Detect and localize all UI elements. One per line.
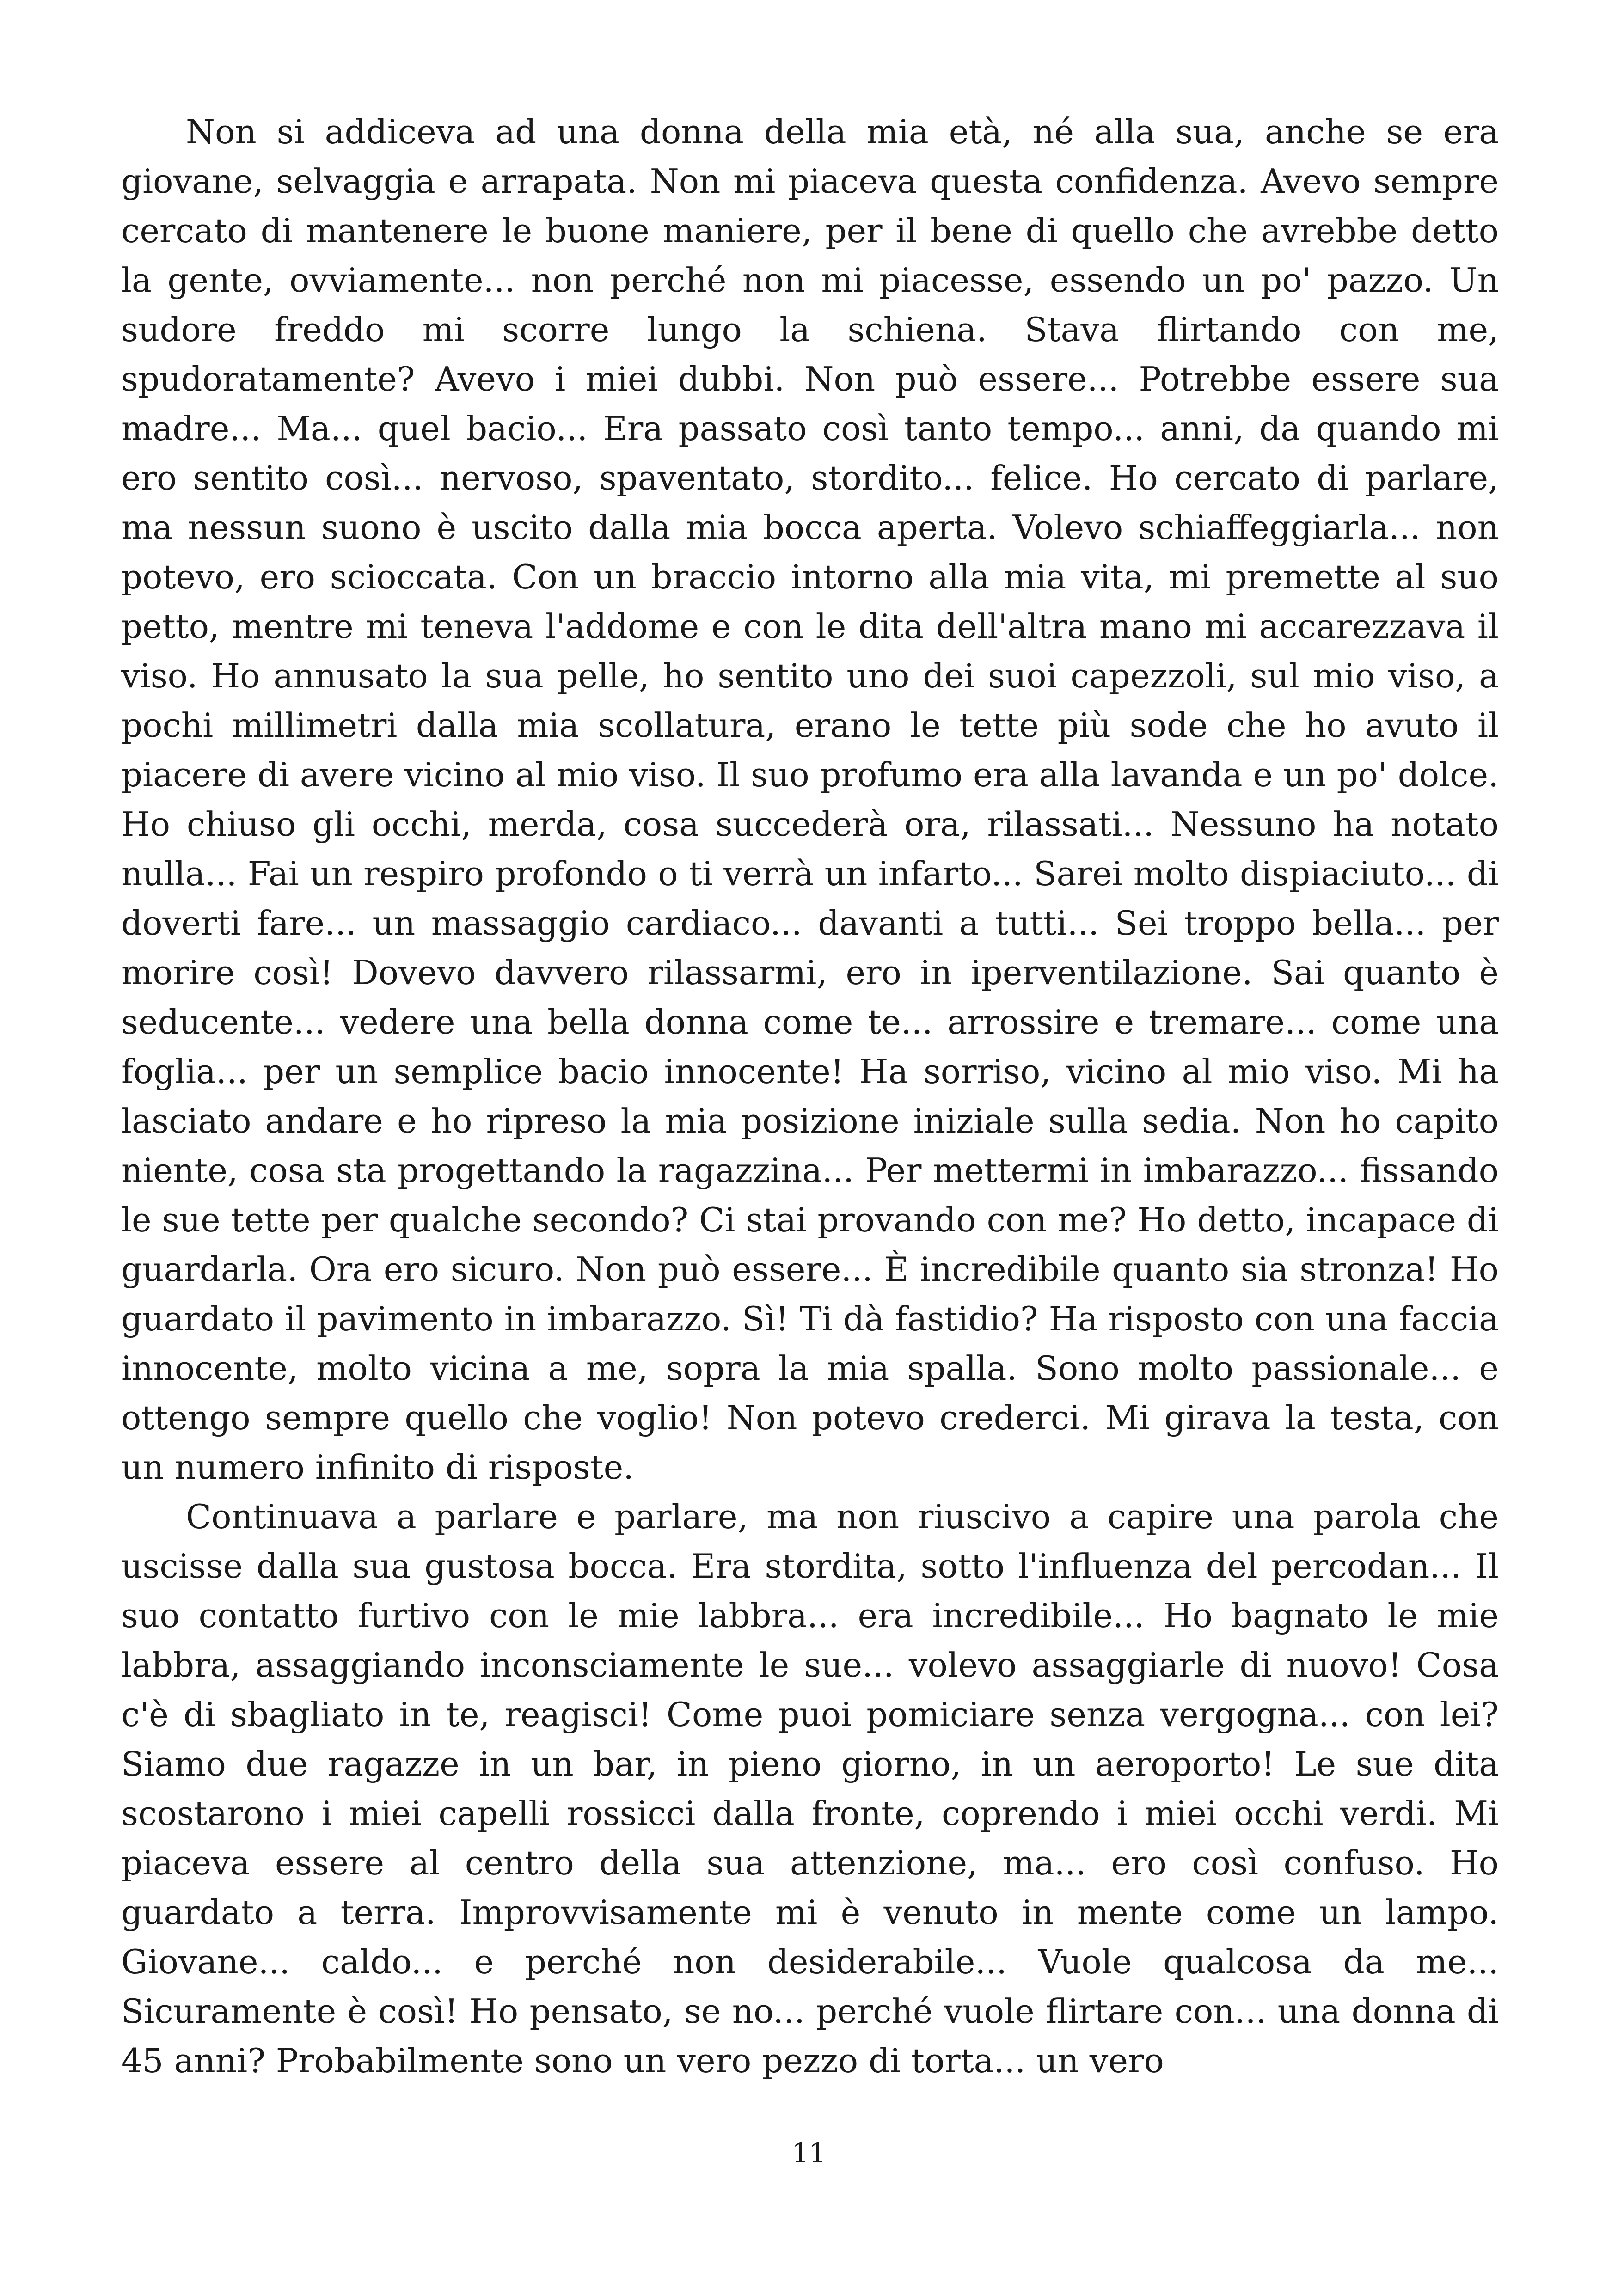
- paragraph-1: Non si addiceva ad una donna della mia età, né alla sua, anche se era giovane, selvaggia e arrapata. Non mi piaceva questa confidenza. Avevo sempre cercato di mantenere le buone maniere, per il bene di quello che avrebbe detto la gente, ovviamente... non perché non mi piacesse, essendo un po' pazzo. Un sudore freddo mi scorre lungo la schiena. Stava flirtando con me, spudoratamente? Avevo i miei dubbi. Non può essere... Potrebbe essere sua madre... Ma... quel bacio... Era passato così tanto tempo... anni, da quando mi ero sentito così... nervoso, spaventato, stordito... felice. Ho cercato di parlare, ma nessun suono è uscito dalla mia bocca aperta. Volevo schiaffeggiarla... non potevo, ero scioccata. Con un braccio intorno alla mia vita, mi premette al suo petto, mentre mi teneva l'addome e con le dita dell'altra mano mi accarezzava il viso. Ho annusato la sua pelle, ho sentito uno dei suoi capezzoli, sul mio viso, a pochi millimetri dalla mia scollatura, erano le tette più sode che ho avuto il piacere di avere vicino al mio viso. Il suo profumo era alla lavanda e un po' dolce. Ho chiuso gli occhi, merda, cosa succederà ora, rilassati... Nessuno ha notato nulla... Fai un respiro profondo o ti verrà un infarto... Sarei molto dispiaciuto... di doverti fare... un massaggio cardiaco... davanti a tutti... Sei troppo bella... per morire così! Dovevo davvero rilassarmi, ero in iperventilazione. Sai quanto è seducente... vedere una bella donna come te... arrossire e tremare... come una foglia... per un semplice bacio innocente! Ha sorriso, vicino al mio viso. Mi ha lasciato andare e ho ripreso la mia posizione iniziale sulla sedia. Non ho capito niente, cosa sta progettando la ragazzina... Per mettermi in imbarazzo... fissando le sue tette per qualche secondo? Ci stai provando con me? Ho detto, incapace di guardarla. Ora ero sicuro. Non può essere... È incredibile quanto sia stronza! Ho guardato il pavimento in imbarazzo. Sì! Ti dà fastidio? Ha risposto con una faccia innocente, molto vicina a me, sopra la mia spalla. Sono molto passionale... e ottengo sempre quello che voglio! Non potevo crederci. Mi girava la testa, con un numero infinito di risposte.: [121, 112, 1499, 1487]
- paragraph-2: Continuava a parlare e parlare, ma non riuscivo a capire una parola che uscisse dalla sua gustosa bocca. Era stordita, sotto l'influenza del percodan... Il suo contatto furtivo con le mie labbra... era incredibile... Ho bagnato le mie labbra, assaggiando inconsciamente le sue... volevo assaggiarle di nuovo! Cosa c'è di sbagliato in te, reagisci! Come puoi pomiciare senza vergogna... con lei? Siamo due ragazze in un bar, in pieno giorno, in un aeroporto! Le sue dita scostarono i miei capelli rossicci dalla fronte, coprendo i miei occhi verdi. Mi piaceva essere al centro della sua attenzione, ma... ero così confuso. Ho guardato a terra. Improvvisamente mi è venuto in mente come un lampo. Giovane... caldo... e perché non desiderabile... Vuole qualcosa da me... Sicuramente è così! Ho pensato, se no... perché vuole flirtare con... una donna di 45 anni? Probabilmente sono un vero pezzo di torta... un vero: [121, 1497, 1499, 2080]
- body-text: [121, 107, 1499, 2086]
- page-number: 11: [792, 2137, 826, 2168]
